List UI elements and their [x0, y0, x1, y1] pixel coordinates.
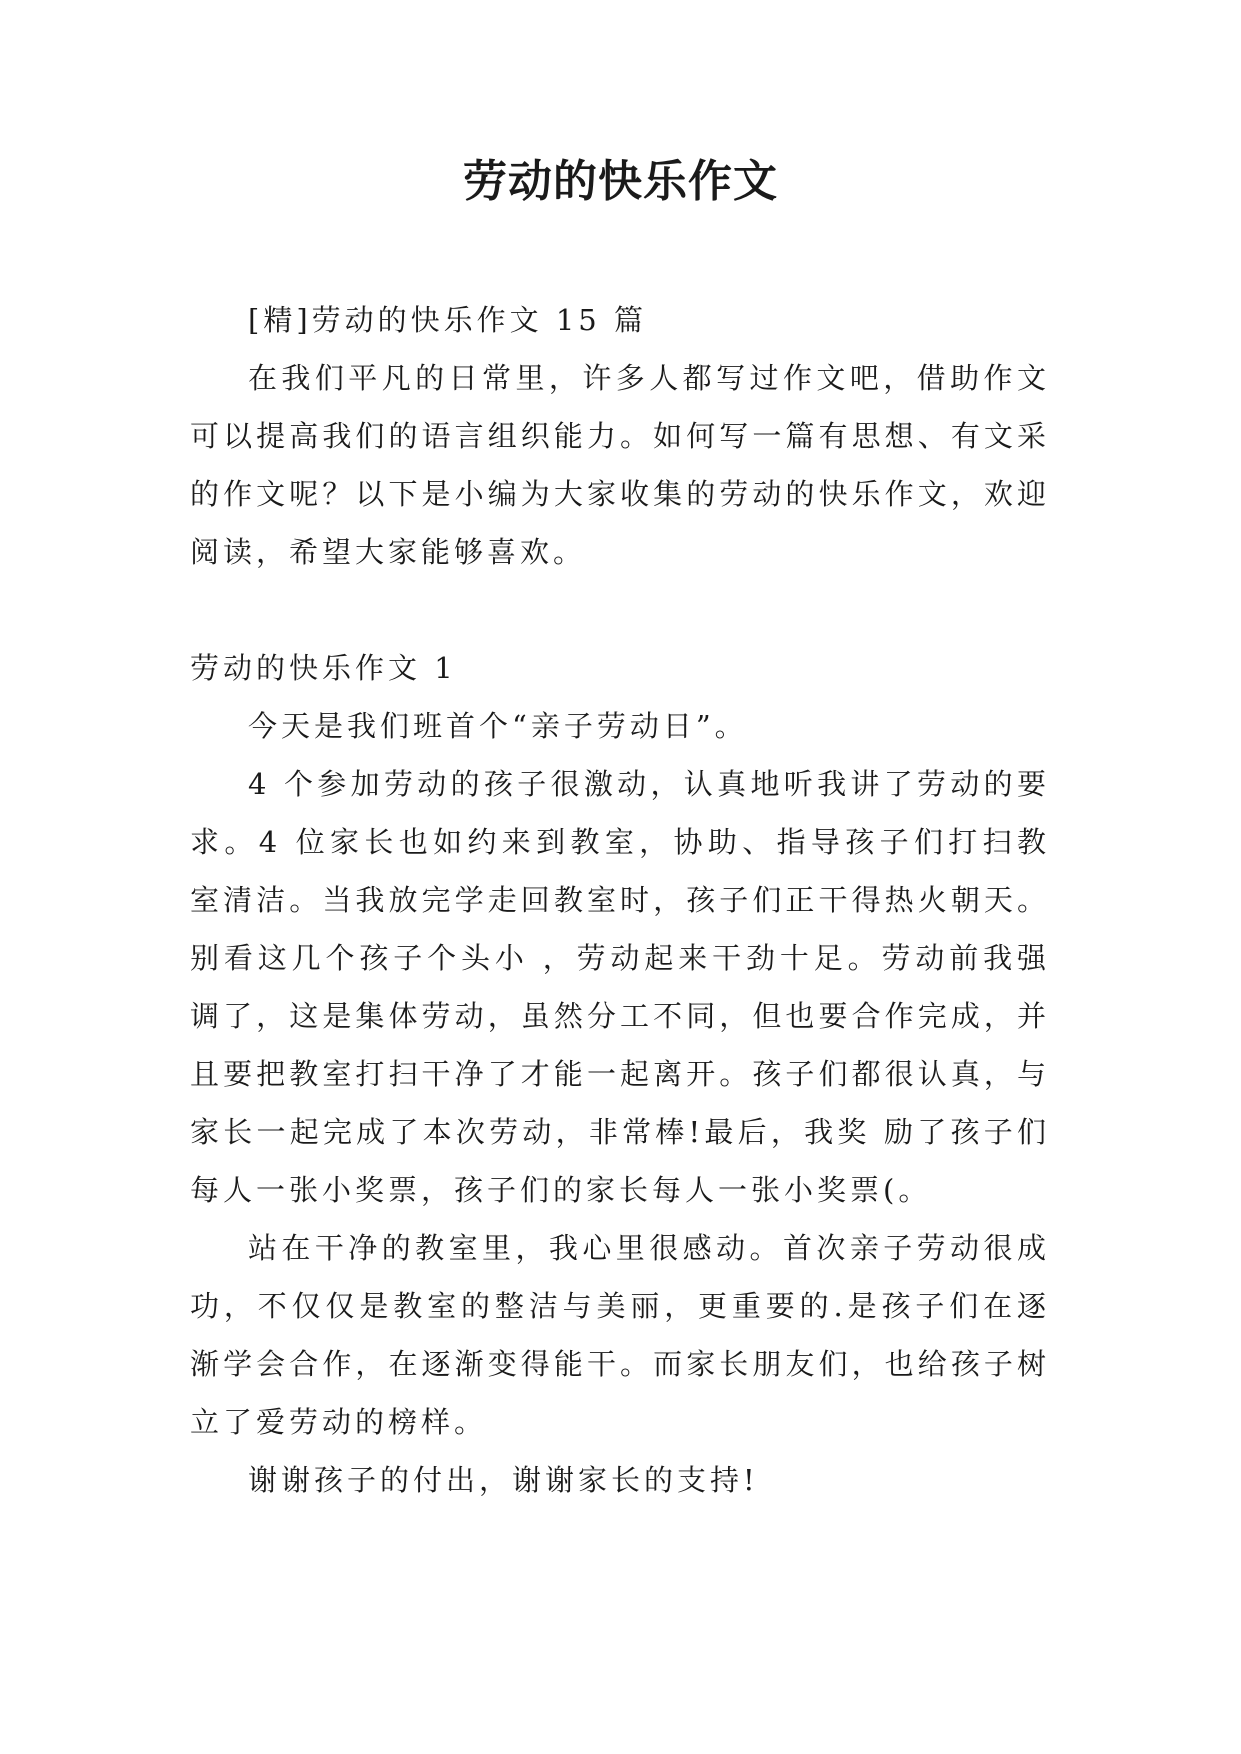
section-heading-1: 劳动的快乐作文 1 [190, 651, 457, 685]
section1-paragraph-2: 4 个参加劳动的孩子很激动，认真地听我讲了劳动的要求。4 位家长也如约来到教室，协助、指导孩子们打扫教室清洁。当我放完学走回教室时，孩子们正干得热火朝天。别看这几个孩子个头小 ，劳动起来干劲十足。劳动前我强调了，这是集体劳动，虽然分工不同，但也要合作完成，并且要把教室打扫干净了才能一起离开。孩子们都很认真，与家长一起完成了本次劳动，非常棒!最后，我奖 励了孩子们每人一张小奖票，孩子们的家长每人一张小奖票(。 [190, 767, 1050, 1207]
section1-paragraph-4: 谢谢孩子的付出，谢谢家长的支持! [248, 1463, 759, 1497]
intro-paragraph: 在我们平凡的日常里，许多人都写过作文吧，借助作文可以提高我们的语言组织能力。如何写一篇有思想、有文采的作文呢？以下是小编为大家收集的劳动的快乐作文，欢迎阅读，希望大家能够喜欢。 [190, 361, 1050, 569]
section1-paragraph-1: 今天是我们班首个“亲子劳动日”。 [248, 709, 748, 743]
section1-paragraph-3: 站在干净的教室里，我心里很感动。首次亲子劳动很成功，不仅仅是教室的整洁与美丽，更重要的.是孩子们在逐渐学会合作，在逐渐变得能干。而家长朋友们，也给孩子树立了爱劳动的榜样。 [190, 1231, 1050, 1439]
document-subtitle: [精]劳动的快乐作文 15 篇 [248, 303, 647, 337]
document-title: 劳动的快乐作文 [463, 156, 778, 207]
document-body [190, 291, 1050, 1509]
